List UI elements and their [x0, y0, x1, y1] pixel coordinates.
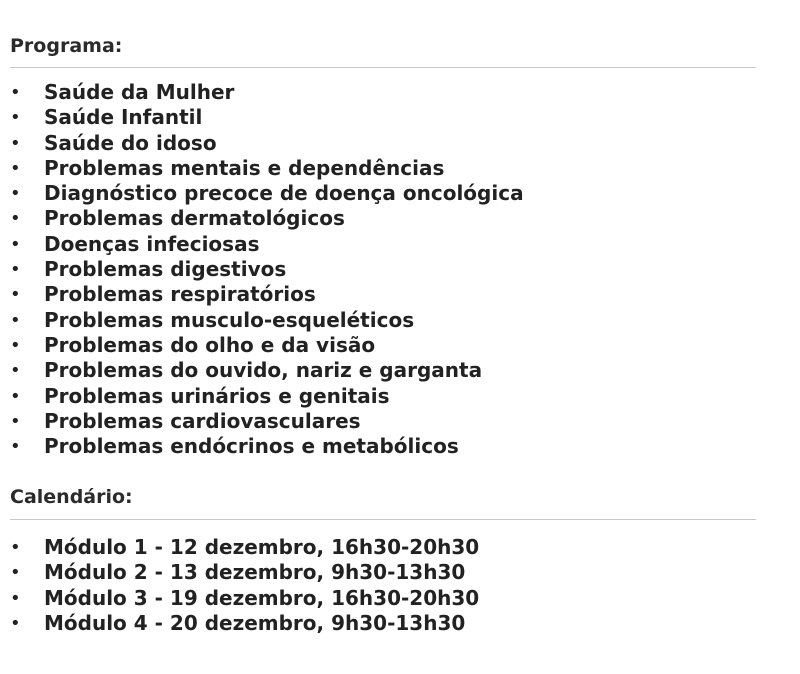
bullet-icon: •	[10, 562, 21, 584]
bullet-icon: •	[10, 309, 21, 331]
list-item-text: Saúde do idoso	[44, 130, 217, 155]
list-item-text: Problemas cardiovasculares	[44, 408, 361, 433]
bullet-icon: •	[10, 132, 21, 154]
bullet-icon: •	[10, 233, 21, 255]
section-heading-calendario: Calendário:	[10, 486, 133, 508]
list-item-text: Problemas urinários e genitais	[44, 383, 390, 408]
bullet-icon: •	[10, 157, 21, 179]
list-item-text: Módulo 2 - 13 dezembro, 9h30-13h30	[44, 560, 466, 585]
bullet-icon: •	[10, 183, 21, 205]
bullet-icon: •	[10, 612, 21, 634]
list-item-text: Saúde Infantil	[44, 105, 203, 130]
list-item-text: Módulo 1 - 12 dezembro, 16h30-20h30	[44, 535, 480, 559]
list-item-text: Diagnóstico precoce de doença oncológica	[44, 181, 524, 206]
bullet-icon: •	[10, 385, 21, 407]
bullet-icon: •	[10, 360, 21, 382]
bullet-icon: •	[10, 82, 21, 103]
bullet-icon: •	[10, 587, 21, 609]
list-item-text: Problemas respiratórios	[44, 282, 316, 307]
list-item-text: Doenças infeciosas	[44, 231, 260, 256]
bullet-icon: •	[10, 284, 21, 306]
section-heading-programa: Programa:	[10, 35, 123, 57]
list-item-text: Problemas mentais e dependências	[44, 155, 445, 180]
list-item-text: Módulo 4 - 20 dezembro, 9h30-13h30	[44, 610, 466, 635]
bullet-icon: •	[10, 410, 21, 432]
bullet-icon: •	[10, 259, 21, 281]
list-item-text: Problemas do olho e da visão	[44, 332, 376, 357]
bullet-icon: •	[10, 334, 21, 356]
bullet-icon: •	[10, 537, 21, 558]
divider	[10, 67, 756, 68]
list-item-text: Problemas endócrinos e metabólicos	[44, 434, 459, 459]
list-item-text: Problemas musculo-esqueléticos	[44, 307, 415, 332]
list-item-text: Módulo 3 - 19 dezembro, 16h30-20h30	[44, 585, 480, 610]
list-item-text: Problemas dermatológicos	[44, 206, 345, 231]
bullet-icon: •	[10, 208, 21, 230]
bullet-icon: •	[10, 436, 21, 458]
list-item-text: Problemas do ouvido, nariz e garganta	[44, 358, 483, 383]
list-item-text: Saúde da Mulher	[44, 80, 235, 104]
bullet-icon: •	[10, 107, 21, 129]
divider	[10, 519, 756, 520]
list-item-text: Problemas digestivos	[44, 257, 287, 282]
